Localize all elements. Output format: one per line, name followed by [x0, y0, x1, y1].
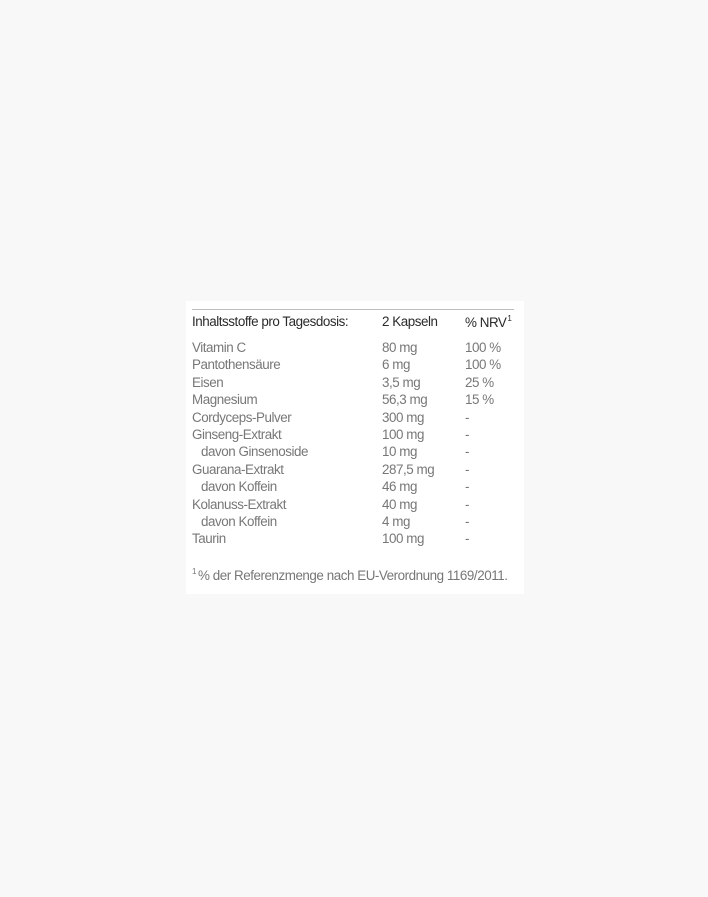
- header-ingredient: Inhaltsstoffe pro Tagesdosis:: [192, 314, 349, 329]
- header-nrv: [465, 314, 511, 330]
- footnote-text: % der Referenzmenge nach EU-Verordnung 1169/2011.: [198, 568, 508, 583]
- row-amount: 10 mg: [382, 444, 417, 460]
- row-ingredient: Ginseng-Extrakt: [192, 427, 282, 442]
- table-top-rule: [192, 309, 514, 310]
- row-ingredient: Vitamin C: [192, 340, 246, 355]
- table-row: [192, 531, 518, 548]
- row-ingredient: Taurin: [192, 531, 226, 547]
- row-ingredient: davon Koffein: [201, 479, 277, 495]
- row-amount: 100 mg: [382, 531, 424, 547]
- row-amount: 40 mg: [382, 496, 417, 512]
- row-nrv: -: [465, 496, 470, 512]
- row-nrv: 15 %: [465, 392, 494, 408]
- row-amount: 46 mg: [382, 479, 417, 495]
- row-nrv: 100 %: [465, 357, 501, 373]
- row-nrv: -: [465, 514, 470, 529]
- row-ingredient: Kolanuss-Extrakt: [192, 496, 287, 512]
- table-row: [192, 410, 518, 427]
- row-ingredient: Magnesium: [192, 392, 258, 408]
- table-row: [192, 427, 518, 444]
- table-row: [192, 375, 518, 392]
- table-row: [192, 444, 518, 461]
- row-ingredient: davon Koffein: [201, 514, 277, 529]
- row-nrv: -: [465, 427, 470, 442]
- table-row: [192, 497, 518, 514]
- row-ingredient: Pantothensäure: [192, 357, 281, 373]
- table-header-row: [192, 314, 518, 331]
- row-ingredient: Cordyceps-Pulver: [192, 409, 292, 425]
- footnote: [192, 567, 507, 583]
- row-ingredient: Guarana-Extrakt: [192, 461, 284, 477]
- row-amount: 6 mg: [382, 357, 410, 373]
- row-nrv: -: [465, 531, 470, 547]
- row-amount: 4 mg: [382, 514, 410, 529]
- row-ingredient: Eisen: [192, 374, 224, 390]
- row-amount: 56,3 mg: [382, 392, 428, 408]
- table-row: [192, 392, 518, 409]
- row-ingredient: davon Ginsenoside: [201, 444, 308, 460]
- footnote-marker: 1: [192, 567, 196, 576]
- row-nrv: 25 %: [465, 374, 494, 390]
- table-row: [192, 357, 518, 374]
- row-nrv: -: [465, 461, 470, 477]
- header-amount: 2 Kapseln: [382, 314, 438, 329]
- header-nrv-label: % NRV: [465, 315, 507, 330]
- row-amount: 287,5 mg: [382, 461, 435, 477]
- row-amount: 100 mg: [382, 427, 424, 442]
- nutrition-table-card: [186, 301, 524, 594]
- header-nrv-footnote-marker: 1: [507, 314, 512, 323]
- row-amount: 300 mg: [382, 409, 424, 425]
- row-amount: 3,5 mg: [382, 374, 421, 390]
- row-nrv: 100 %: [465, 340, 501, 355]
- table-row: [192, 514, 518, 531]
- row-nrv: -: [465, 479, 470, 495]
- row-nrv: -: [465, 444, 470, 460]
- table-row: [192, 340, 518, 357]
- row-nrv: -: [465, 409, 470, 425]
- row-amount: 80 mg: [382, 340, 417, 355]
- table-row: [192, 462, 518, 479]
- table-row: [192, 479, 518, 496]
